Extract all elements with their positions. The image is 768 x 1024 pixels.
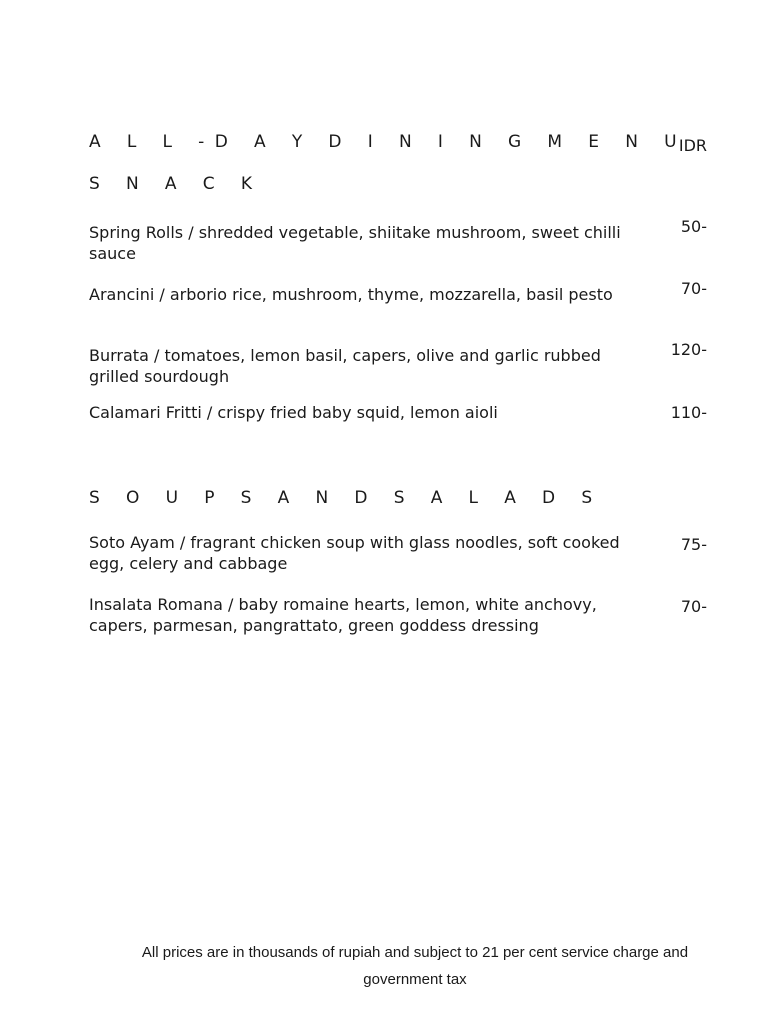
item-price: 75- bbox=[680, 535, 707, 554]
item-description: Soto Ayam / fragrant chicken soup with glass noodles, soft cooked egg, celery and cabbage bbox=[89, 533, 620, 573]
item-price: 120- bbox=[670, 340, 707, 359]
item-price: 110- bbox=[670, 403, 707, 422]
item-price: 70- bbox=[680, 597, 707, 616]
item-description: Insalata Romana / baby romaine hearts, lemon, white anchovy, capers, parmesan, pangrattato, green goddess dressing bbox=[89, 595, 597, 635]
item-price: 70- bbox=[680, 279, 707, 298]
item-description: Calamari Fritti / crispy fried baby squid, lemon aioli bbox=[89, 403, 498, 422]
menu-item bbox=[89, 595, 707, 636]
item-price: 50- bbox=[680, 217, 707, 236]
page-title: A L L -D A Y D I N I N G M E N U bbox=[89, 132, 687, 152]
currency-label: IDR bbox=[678, 136, 707, 155]
menu-item bbox=[89, 217, 707, 264]
item-description: Burrata / tomatoes, lemon basil, capers, olive and garlic rubbed grilled sourdough bbox=[89, 346, 601, 386]
item-description: Arancini / arborio rice, mushroom, thyme, mozzarella, basil pesto bbox=[89, 285, 613, 304]
menu-item bbox=[89, 279, 707, 306]
menu-item bbox=[89, 340, 707, 387]
section-title-soups-and-salads: S O U P S A N D S A L A D S bbox=[89, 488, 603, 508]
footer-note: All prices are in thousands of rupiah and subject to 21 per cent service charge and government tax bbox=[141, 944, 689, 988]
item-description: Spring Rolls / shredded vegetable, shiitake mushroom, sweet chilli sauce bbox=[89, 223, 621, 263]
section-title-snack: S N A C K bbox=[89, 174, 263, 194]
menu-item bbox=[89, 533, 707, 574]
menu-item bbox=[89, 403, 707, 424]
